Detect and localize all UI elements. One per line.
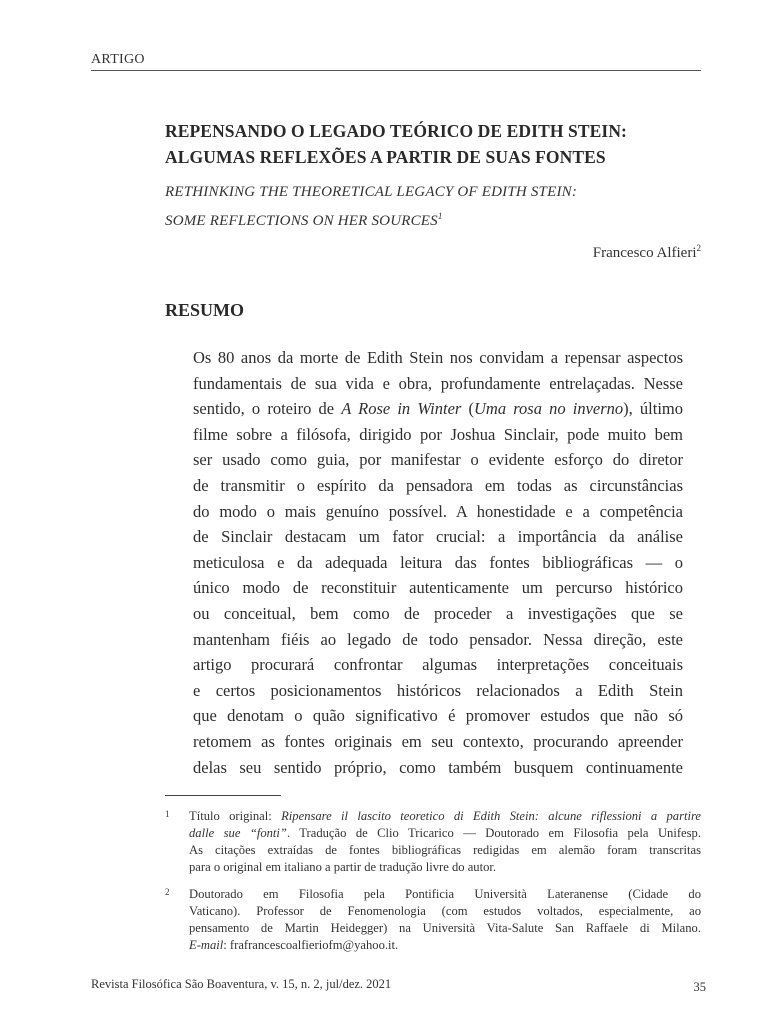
footnote-line: pensamento de Martin Heidegger) na Università Vita-Salute San Raffaele di Milano. bbox=[189, 921, 701, 935]
abstract-line-3-mid: ( bbox=[461, 399, 474, 419]
footnote-line: Doutorado em Filosofia pela Pontificia Università Lateranense (Cidade do bbox=[189, 887, 701, 901]
abstract-line: de transmitir o espírito da pensadora em todas as circunstâncias bbox=[193, 475, 683, 495]
footnote-separator bbox=[165, 795, 281, 796]
footnote-body bbox=[189, 808, 701, 876]
section-label: ARTIGO bbox=[91, 52, 145, 67]
footnote-line bbox=[189, 937, 701, 954]
abstract-line: de Sinclair destacam um fator crucial: a importância da análise bbox=[193, 527, 683, 547]
abstract-line: meticulosa e da adequada leitura das fontes bibliográficas — o bbox=[193, 552, 683, 572]
footnote-body bbox=[189, 886, 701, 954]
english-title bbox=[165, 180, 705, 233]
abstract-line: mantenham fiéis ao legado de todo pensador. Nessa direção, este bbox=[193, 629, 683, 649]
abstract-body bbox=[193, 345, 683, 780]
footnote-line bbox=[189, 808, 701, 825]
film-title: A Rose in Winter bbox=[341, 399, 462, 419]
footnote-1-translation: . Tradução de Clio Tricarico — Doutorado em Filosofia pela Unifesp. bbox=[286, 826, 701, 840]
author-name bbox=[593, 243, 701, 262]
footnote-ref-2[interactable]: 2 bbox=[696, 243, 701, 253]
abstract-line: ser usado como guia, por manifestar o evidente esforço do diretor bbox=[193, 450, 683, 470]
english-title-line-1: RETHINKING THE THEORETICAL LEGACY OF EDITH STEIN: bbox=[165, 184, 578, 200]
abstract-line: artigo procurará confrontar algumas interpretações conceituais bbox=[193, 655, 683, 675]
abstract-line bbox=[193, 396, 683, 422]
abstract-line: do modo o mais genuíno possível. A honestidade e a competência bbox=[193, 501, 683, 521]
abstract-line: e certos posicionamentos históricos relacionados a Edith Stein bbox=[193, 680, 683, 700]
footnote-line bbox=[189, 825, 701, 842]
abstract-line: filme sobre a filósofa, dirigido por Joshua Sinclair, pode muito bem bbox=[193, 424, 683, 444]
abstract-line: retomem as fontes originais em seu contexto, procurando apreender bbox=[193, 731, 683, 751]
title-line-2: ALGUMAS REFLEXÕES A PARTIR DE SUAS FONTES bbox=[165, 147, 606, 167]
header-rule bbox=[91, 70, 701, 71]
footnote-1-prefix: Título original: bbox=[189, 809, 282, 823]
email-label: E-mail bbox=[189, 938, 224, 952]
author-name-text: Francesco Alfieri bbox=[592, 245, 697, 261]
footnote-line: As citações extraídas de fontes bibliográficas redigidas em alemão foram transcritas bbox=[189, 843, 701, 857]
email-address[interactable]: : frafrancescoalfieriofm@yahoo.it. bbox=[223, 938, 399, 952]
abstract-line: fundamentais de sua vida e obra, profundamente entrelaçadas. Nesse bbox=[193, 373, 683, 393]
article-title bbox=[165, 118, 705, 170]
journal-citation: Revista Filosófica São Boaventura, v. 15, n. 2, jul/dez. 2021 bbox=[91, 977, 392, 991]
abstract-line-3-post: ), último bbox=[623, 399, 684, 419]
page-number: 35 bbox=[693, 980, 706, 994]
original-title-end: dalle sue “fonti” bbox=[189, 826, 287, 840]
english-title-line-2-text: SOME REFLECTIONS ON HER SOURCES bbox=[165, 213, 438, 229]
title-line-1: REPENSANDO O LEGADO TEÓRICO DE EDITH STEIN: bbox=[165, 121, 627, 141]
footnote-number: 1 bbox=[165, 809, 170, 819]
abstract-line: Os 80 anos da morte de Edith Stein nos convidam a repensar aspectos bbox=[193, 348, 683, 367]
english-title-line-2 bbox=[165, 204, 705, 233]
footnote-line: Vaticano). Professor de Fenomenologia (com estudos voltados, especialmente, ao bbox=[189, 904, 701, 918]
abstract-line: ou conceitual, bem como de proceder a investigações que se bbox=[193, 603, 683, 623]
footnote-number: 2 bbox=[165, 887, 170, 897]
footnote-line: para o original em italiano a partir de tradução livre do autor. bbox=[189, 860, 497, 874]
footnote-ref-1[interactable]: 1 bbox=[437, 211, 443, 221]
film-title-pt: Uma rosa no inverno bbox=[473, 399, 624, 419]
footnote-1 bbox=[165, 808, 701, 876]
abstract-line: delas seu sentido próprio, como também busquem continuamente bbox=[193, 757, 683, 777]
abstract-line-3-pre: sentido, o roteiro de bbox=[193, 399, 342, 419]
footnote-2 bbox=[165, 886, 701, 954]
abstract-line: único modo de reconstituir autenticamente um percurso histórico bbox=[193, 578, 683, 598]
original-title: Ripensare il lascito teoretico di Edith Stein: alcune riflessioni a partire bbox=[281, 809, 701, 823]
abstract-heading: RESUMO bbox=[165, 300, 245, 320]
abstract-line: que denotam o quão significativo é promover estudos que não só bbox=[193, 706, 683, 726]
